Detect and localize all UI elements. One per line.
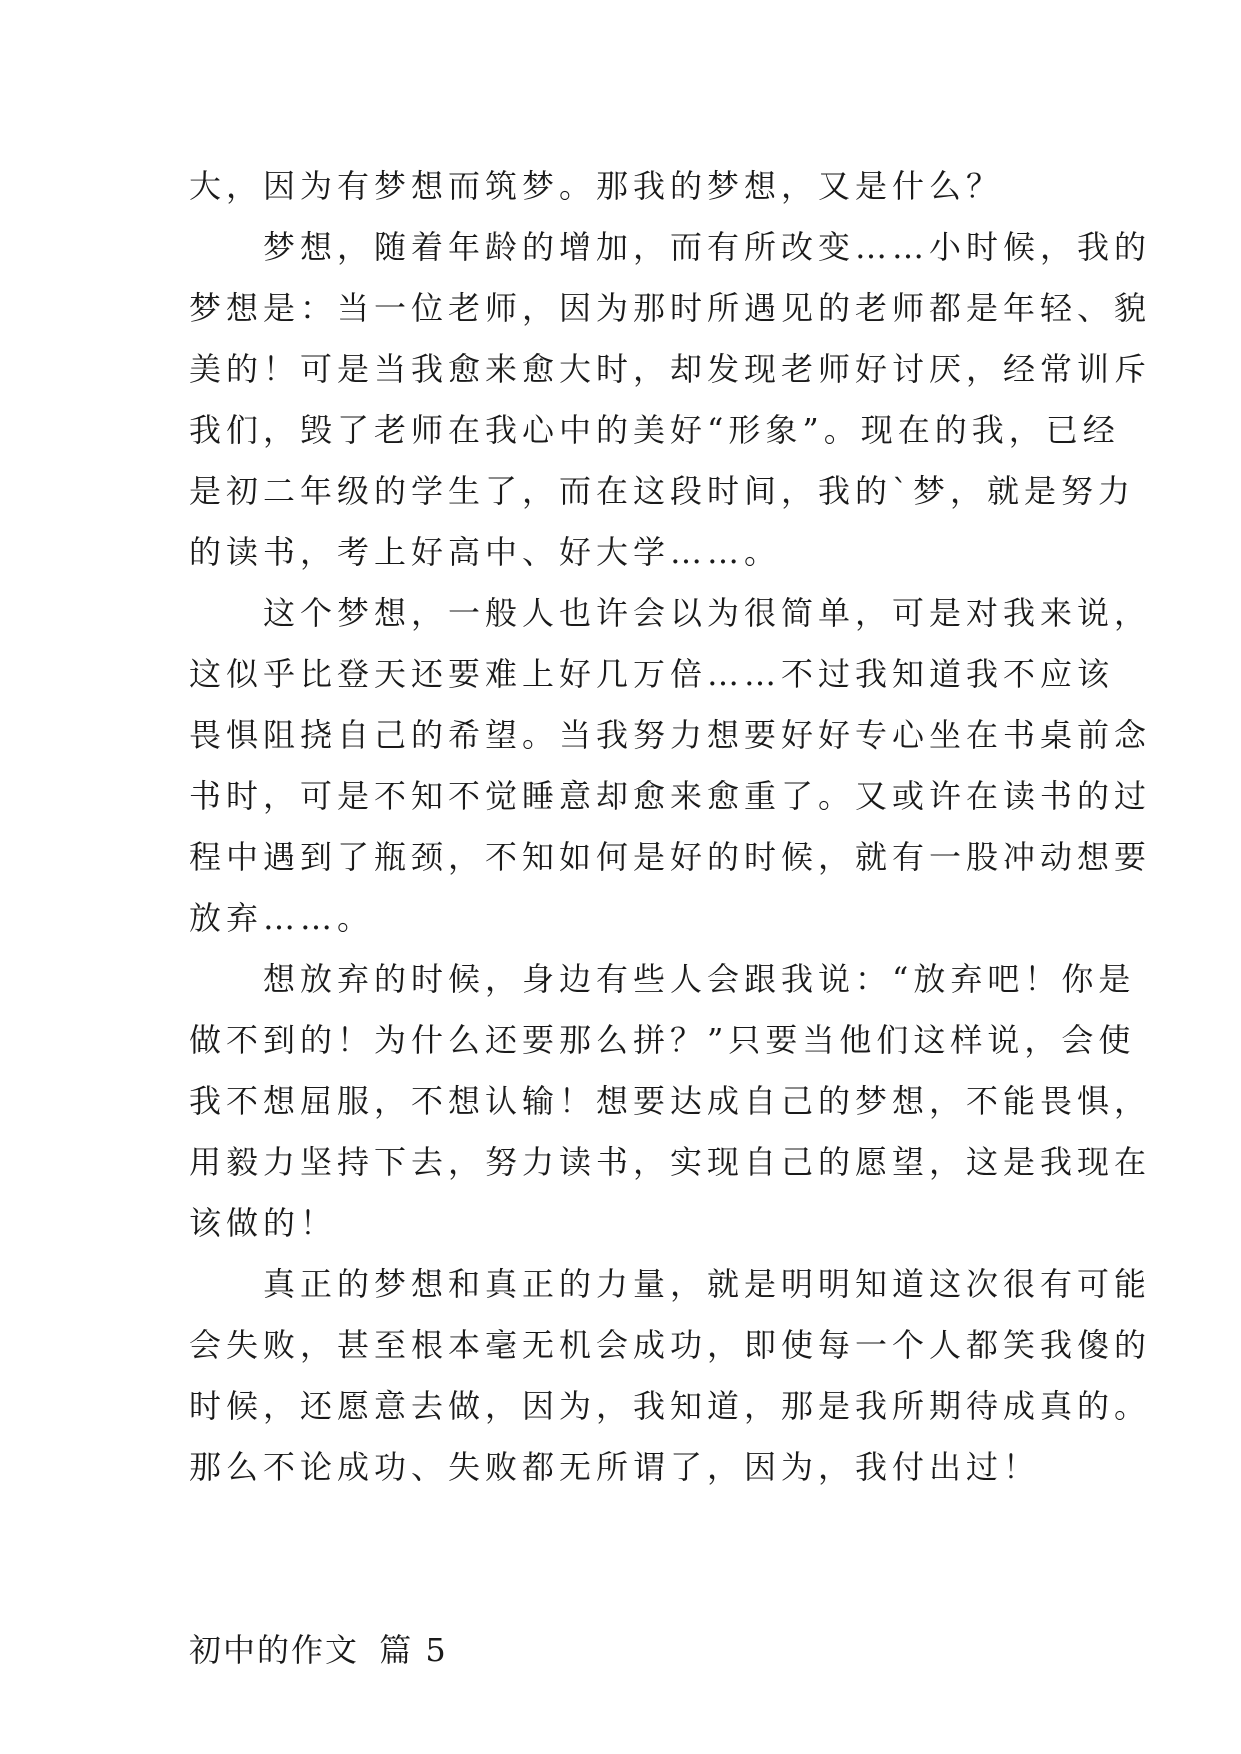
text-line: 梦想，随着年龄的增加，而有所改变……小时候，我的 [263, 228, 1152, 266]
text-line: 我不想屈服，不想认输！想要达成自己的梦想，不能畏惧， [189, 1082, 1152, 1120]
text-line: 畏惧阻挠自己的希望。当我努力想要好好专心坐在书桌前念 [189, 716, 1152, 754]
text-line: 这个梦想，一般人也许会以为很简单，可是对我来说， [263, 594, 1152, 632]
text-line: 想放弃的时候，身边有些人会跟我说：“放弃吧！你是 [263, 960, 1136, 998]
text-line: 是初二年级的学生了，而在这段时间，我的`梦，就是努力 [189, 472, 1136, 510]
section-heading [189, 1620, 1069, 1681]
text-line: 这似乎比登天还要难上好几万倍……不过我知道我不应该 [189, 655, 1115, 693]
text-line: 真正的梦想和真正的力量，就是明明知道这次很有可能 [263, 1265, 1152, 1303]
text-line: 那么不论成功、失败都无所谓了，因为，我付出过！ [189, 1448, 1041, 1486]
text-line: 梦想是：当一位老师，因为那时所遇见的老师都是年轻、貌 [189, 289, 1152, 327]
text-line: 美的！可是当我愈来愈大时，却发现老师好讨厌，经常训斥 [189, 350, 1152, 388]
document-body [189, 156, 1152, 1681]
text-line: 的读书，考上好高中、好大学……。 [189, 533, 782, 571]
section-heading-number: 篇 5 [379, 1631, 448, 1669]
section-heading-title: 初中的作文 [189, 1631, 360, 1669]
text-line: 时候，还愿意去做，因为，我知道，那是我所期待成真的。 [189, 1387, 1152, 1425]
text-line: 做不到的！为什么还要那么拼？”只要当他们这样说，会使 [189, 1021, 1136, 1059]
text-line: 放弃……。 [189, 899, 375, 937]
text-line: 该做的！ [189, 1204, 338, 1242]
text-line: 书时，可是不知不觉睡意却愈来愈重了。又或许在读书的过 [189, 777, 1152, 815]
text-line: 我们，毁了老师在我心中的美好“形象”。现在的我，已经 [189, 411, 1120, 449]
text-line: 程中遇到了瓶颈，不知如何是好的时候，就有一股冲动想要 [189, 838, 1152, 876]
section-gap [189, 1498, 1069, 1620]
text-line: 会失败，甚至根本毫无机会成功，即使每一个人都笑我傻的 [189, 1326, 1152, 1364]
text-line: 大，因为有梦想而筑梦。那我的梦想，又是什么？ [189, 167, 1004, 205]
text-line: 用毅力坚持下去，努力读书，实现自己的愿望，这是我现在 [189, 1143, 1152, 1181]
